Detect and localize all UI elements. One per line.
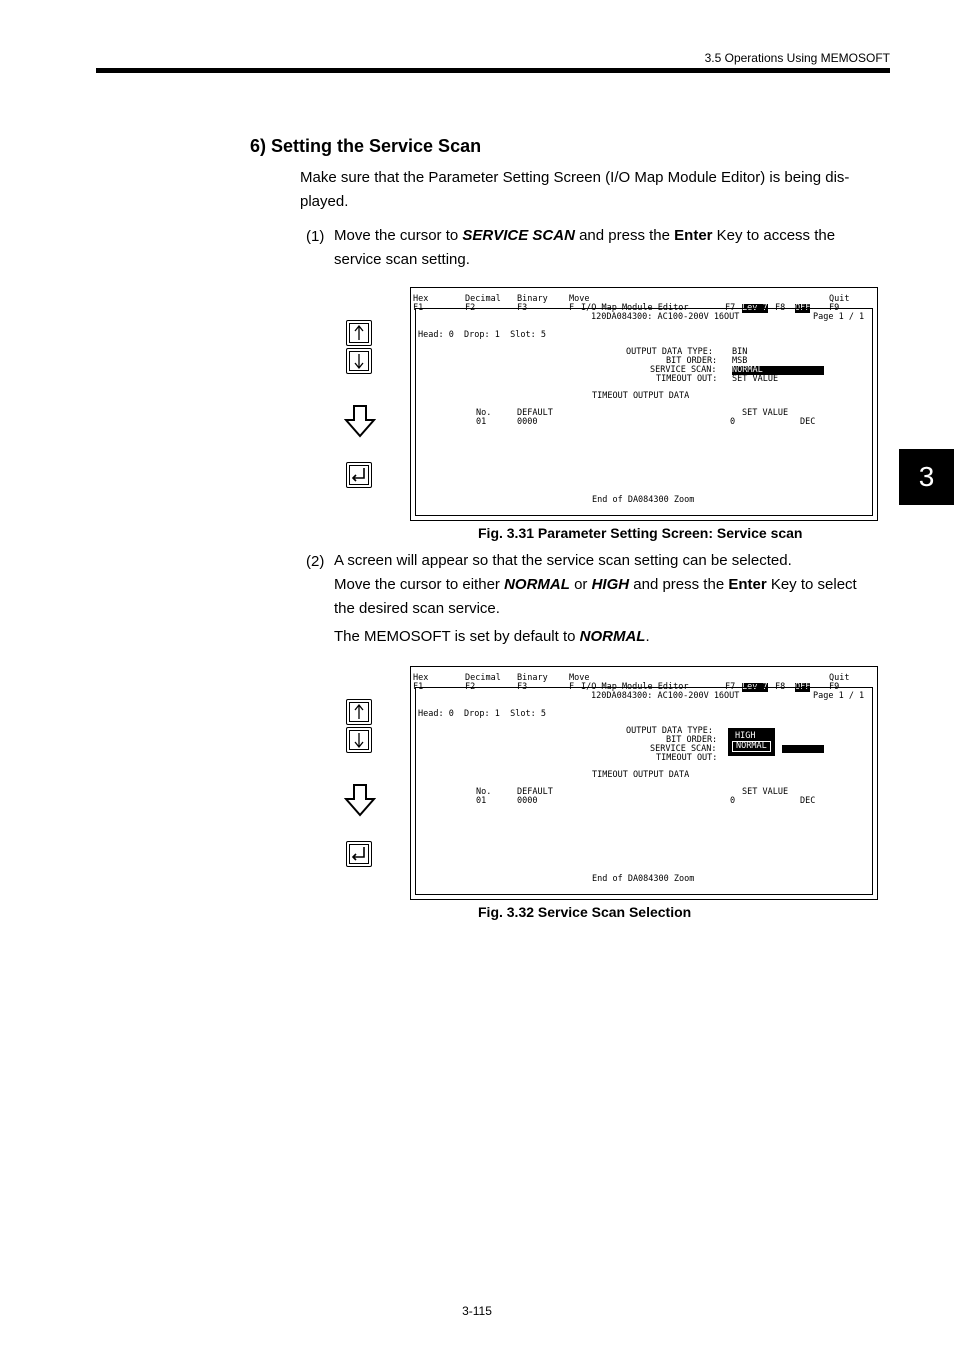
output-data-type-value: BIN <box>732 347 748 357</box>
row-dec: DEC <box>800 417 816 427</box>
output-data-type-label: OUTPUT DATA TYPE: <box>626 726 713 736</box>
down-arrow-key-icon <box>346 727 372 753</box>
screen-footer: End of DA084300 Zoom <box>592 874 695 884</box>
service-scan-value[interactable]: NORMAL <box>732 366 824 375</box>
timeout-out-label: TIMEOUT OUT: <box>656 374 718 384</box>
service-scan-label: SERVICE SCAN: <box>650 365 717 375</box>
page-indicator: Page 1 / 1 <box>813 691 865 701</box>
intro-line-1: Make sure that the Parameter Setting Screen (I/O Map Module Editor) is being dis- <box>300 169 850 186</box>
figure-caption-3-32: Fig. 3.32 Service Scan Selection <box>478 904 692 920</box>
timeout-output-data-heading: TIMEOUT OUTPUT DATA <box>592 770 690 780</box>
move-down-arrow-icon <box>344 783 376 817</box>
menu-hex: Hex <box>413 294 429 304</box>
service-scan-selection-screen <box>410 666 878 900</box>
menu-quit: Quit <box>829 294 850 304</box>
normal-term: NORMAL <box>504 576 570 593</box>
menu-move: Move <box>569 294 590 304</box>
fkey-f8: F8 <box>775 682 786 692</box>
fkey-f3: F3 <box>517 303 528 313</box>
menu-decimal: Decimal <box>465 673 501 683</box>
service-scan-highlight-bar <box>782 745 824 753</box>
page-number: 3-115 <box>462 1304 492 1318</box>
bit-order-label: BIT ORDER: <box>666 356 718 366</box>
menu-hex: Hex <box>413 673 429 683</box>
row-dec: DEC <box>800 796 816 806</box>
fkey-f2: F2 <box>465 303 476 313</box>
parameter-setting-screen <box>410 287 878 521</box>
bit-order-value: MSB <box>732 356 748 366</box>
off-indicator: OFF <box>795 682 811 692</box>
bit-order-label: BIT ORDER: <box>666 735 718 745</box>
step-1-number: (1) <box>306 228 325 245</box>
enter-key-term: Enter <box>674 227 713 244</box>
service-scan-label: SERVICE SCAN: <box>650 744 717 754</box>
menu-move: Move <box>569 673 590 683</box>
output-data-type-label: OUTPUT DATA TYPE: <box>626 347 713 357</box>
screen-footer: End of DA084300 Zoom <box>592 495 695 505</box>
row-no: 01 <box>476 796 487 806</box>
intro-paragraph <box>300 166 890 214</box>
editor-title: I/O Map Module Editor <box>581 303 689 313</box>
head-drop-slot: Head: 0 Drop: 1 Slot: 5 <box>418 709 546 719</box>
col-no: No. <box>476 408 492 418</box>
up-arrow-key-icon <box>346 699 372 725</box>
fkey-f7: F7 <box>725 303 736 313</box>
timeout-out-label: TIMEOUT OUT: <box>656 753 718 763</box>
row-default: 0000 <box>517 417 538 427</box>
header-rule <box>96 68 890 73</box>
running-header: 3.5 Operations Using MEMOSOFT <box>704 51 890 65</box>
fkey-f8: F8 <box>775 303 786 313</box>
step-1-text: Move the cursor to SERVICE SCAN and press the Enter Key to access the service scan setting. <box>334 227 836 268</box>
up-arrow-key-icon <box>346 320 372 346</box>
page-indicator: Page 1 / 1 <box>813 312 865 322</box>
menu-binary: Binary <box>517 673 548 683</box>
timeout-out-value: SET VALUE <box>732 374 779 384</box>
step-2-number: (2) <box>306 553 325 570</box>
fkey-f7: F7 <box>725 682 736 692</box>
col-no: No. <box>476 787 492 797</box>
popup-option-normal[interactable]: NORMAL <box>732 741 771 752</box>
section-heading: 6) Setting the Service Scan <box>250 136 482 156</box>
normal-default-term: NORMAL <box>579 628 646 645</box>
module-line: 120DA084300: AC100-200V 16OUT <box>591 312 740 322</box>
menu-quit: Quit <box>829 673 850 683</box>
figure-caption-3-31: Fig. 3.31 Parameter Setting Screen: Service scan <box>478 525 803 541</box>
col-default: DEFAULT <box>517 787 553 797</box>
col-set-value: SET VALUE <box>742 408 789 418</box>
col-default: DEFAULT <box>517 408 553 418</box>
row-set-value: 0 <box>730 796 736 806</box>
editor-title: I/O Map Module Editor <box>581 682 689 692</box>
menu-decimal: Decimal <box>465 294 501 304</box>
menu-binary: Binary <box>517 294 548 304</box>
service-scan-term: SERVICE SCAN <box>462 227 575 244</box>
enter-key-icon <box>346 462 372 488</box>
row-no: 01 <box>476 417 487 427</box>
intro-line-2: played. <box>300 193 349 210</box>
enter-key-term: Enter <box>728 576 767 593</box>
head-drop-slot: Head: 0 Drop: 1 Slot: 5 <box>418 330 546 340</box>
popup-option-high[interactable]: HIGH <box>735 731 756 741</box>
scan-selection-popup <box>728 728 775 756</box>
fkey-f3: F3 <box>517 682 528 692</box>
fkey-f1: F1 <box>413 303 424 313</box>
enter-key-icon <box>346 841 372 867</box>
fkey-f1: F1 <box>413 682 424 692</box>
fkey-f9: F9 <box>829 303 840 313</box>
level-indicator: Lev 7 <box>742 682 768 692</box>
fkey-f4: F <box>569 682 575 692</box>
fkey-f9: F9 <box>829 682 840 692</box>
col-set-value: SET VALUE <box>742 787 789 797</box>
off-indicator: OFF <box>795 303 811 313</box>
fkey-f4: F <box>569 303 575 313</box>
fkey-f2: F2 <box>465 682 476 692</box>
row-set-value: 0 <box>730 417 736 427</box>
move-down-arrow-icon <box>344 404 376 438</box>
down-arrow-key-icon <box>346 348 372 374</box>
row-default: 0000 <box>517 796 538 806</box>
step-2-text: A screen will appear so that the service scan setting can be selected. Move the cursor to either NORMAL or HIGH and press the Enter Key to select the desired scan service. The MEMOSOFT is set by default to NORMAL. <box>334 552 857 645</box>
chapter-tab: 3 <box>899 449 954 505</box>
high-term: HIGH <box>591 576 630 593</box>
module-line: 120DA084300: AC100-200V 16OUT <box>591 691 740 701</box>
timeout-output-data-heading: TIMEOUT OUTPUT DATA <box>592 391 690 401</box>
level-indicator: Lev 7 <box>742 303 768 313</box>
